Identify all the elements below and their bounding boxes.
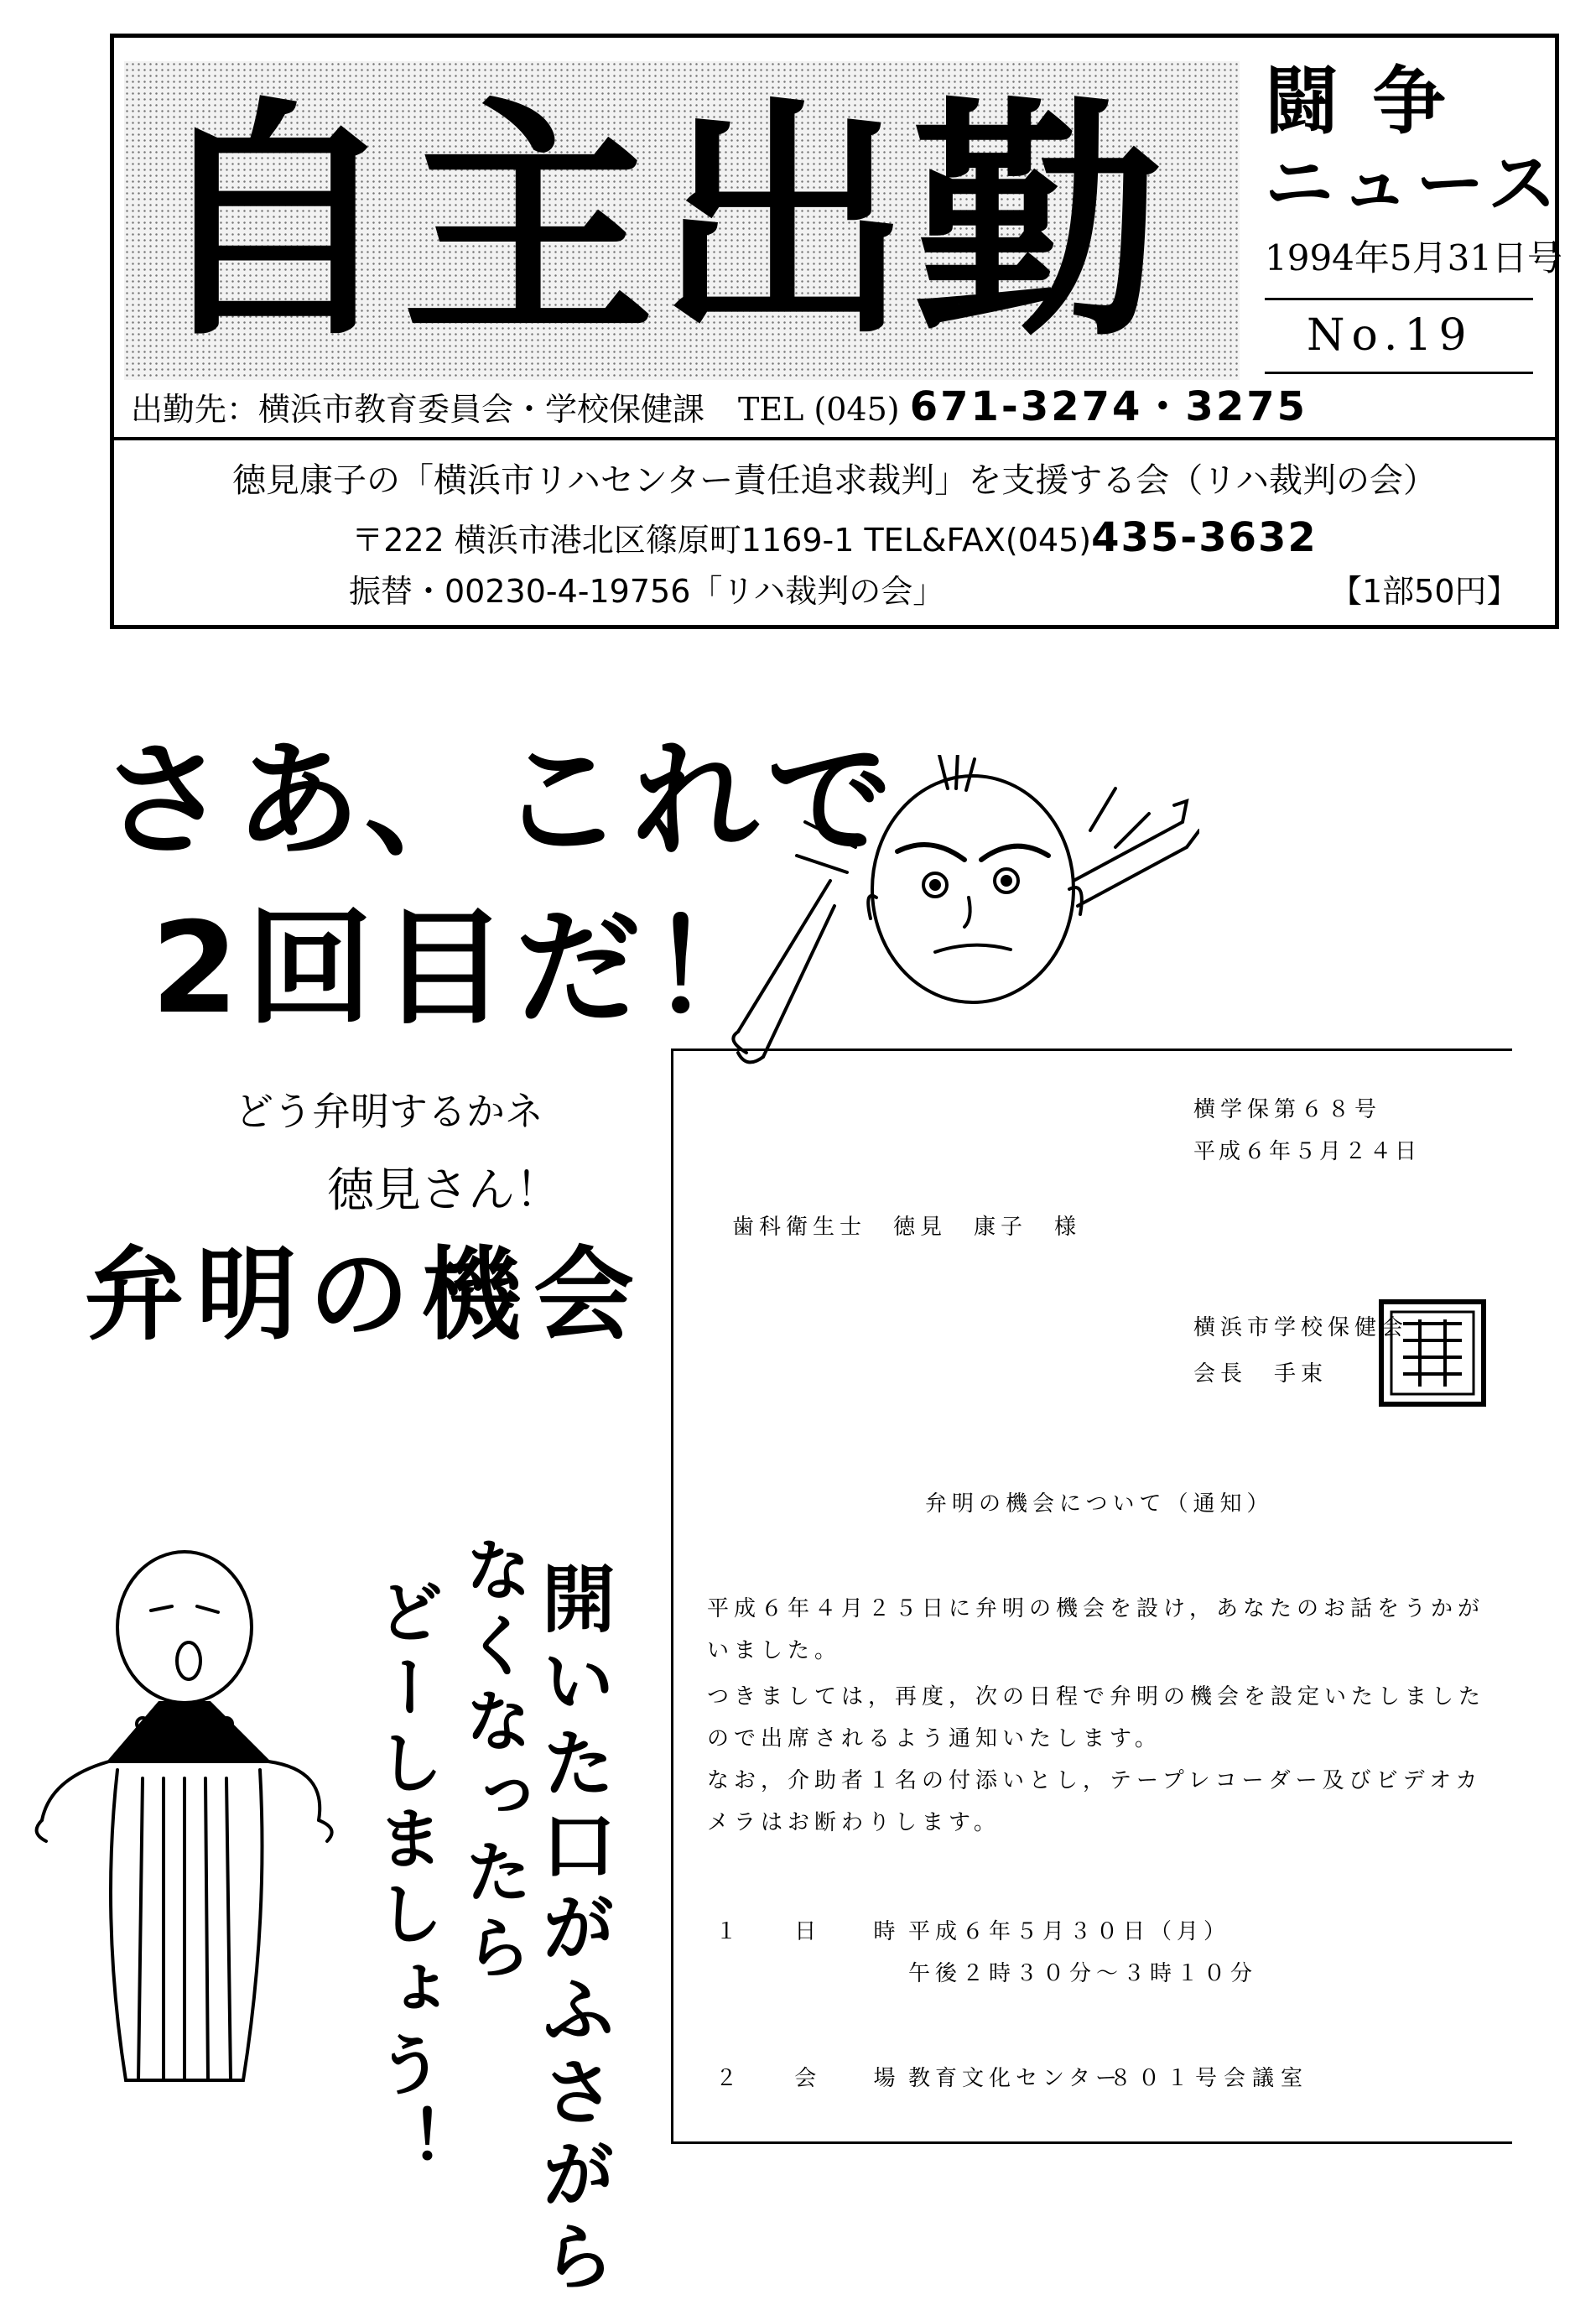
subhead-block (1240, 55, 1563, 424)
headline-line-2: 2回目だ！ (151, 896, 784, 1042)
support-info (114, 440, 1555, 627)
vertical-text-2: なくなったら (454, 1535, 532, 1988)
body-line: いました。 (707, 1638, 842, 1663)
venue-room: ８０１号会議室 (1110, 2066, 1310, 2091)
divider (1265, 298, 1533, 300)
newsletter-title: 自主出勤 (148, 74, 1167, 370)
sender-organization: 横浜市学校保健会 (1193, 1315, 1409, 1340)
support-group-name: 徳見康子の「横浜市リハセンター責任追求裁判」を支援する会（リハ裁判の会） (232, 461, 1437, 500)
body-line: ので出席されるよう通知いたします。 (707, 1726, 1162, 1751)
body-line: 平成６年４月２５日に弁明の機会を設け，あなたのお話をうかが (707, 1596, 1484, 1621)
angry-man-icon (730, 755, 1199, 1090)
address-line (114, 513, 1555, 565)
divider (1265, 372, 1533, 374)
singing-woman-icon (17, 1543, 369, 2097)
caption-line-2: 徳見さん！ (327, 1163, 562, 1218)
tel-number: 671-3274・3275 (909, 383, 1308, 430)
subtitle-struggle: 闘争 (1265, 57, 1480, 144)
sender-name: 会長 手束 (1193, 1361, 1328, 1387)
work-place: 出勤先：横浜市教育委員会・学校保健課 (131, 391, 705, 428)
headline-line-3: 弁明の機会 (84, 1237, 646, 1354)
address: 〒222 横浜市港北区篠原町1169-1 TEL&FAX(045) (351, 522, 1092, 559)
caption-line-1: どう弁明するかネ (235, 1089, 543, 1134)
body-line: メラはお断わりします。 (707, 1810, 1001, 1835)
official-notice (671, 1049, 1512, 2144)
body-line: つきましては，再度，次の日程で弁明の機会を設定いたしました (707, 1684, 1486, 1709)
issue-number: No.19 (1307, 310, 1474, 361)
price: 【1部50円】 (1330, 573, 1519, 610)
schedule-label: １ 日 時 (715, 1919, 921, 1944)
document-number: 横学保第６８号 (1193, 1097, 1382, 1122)
issue-date: 1994年5月31日号 (1265, 237, 1563, 278)
subtitle-news: ニュース (1265, 144, 1563, 224)
schedule-time: 午後２時３０分～３時１０分 (908, 1961, 1258, 1986)
venue-label: ２ 会 場 (715, 2066, 921, 2091)
address-tel: 435-3632 (1091, 514, 1318, 561)
vertical-text-3: どーしましょう！ (366, 1577, 444, 2181)
document-date: 平成６年５月２４日 (1193, 1139, 1421, 1164)
recipient: 歯科衛生士 徳見 康子 様 (732, 1215, 1082, 1240)
schedule-date: 平成６年５月３０日（月） (908, 1919, 1231, 1944)
masthead (110, 34, 1563, 629)
seal-stamp-icon (1378, 1298, 1487, 1408)
body-line: なお，介助者１名の付添いとし，テープレコーダー及びビデオカ (707, 1768, 1483, 1793)
headline-line-1: さあ、これで (101, 728, 902, 874)
title-area (114, 38, 1563, 440)
work-place-line (131, 382, 1307, 435)
notice-subject: 弁明の機会について（通知） (925, 1491, 1274, 1517)
venue-place: 教育文化センター (908, 2066, 1122, 2091)
tel-label: TEL (045) (738, 391, 900, 428)
postal-transfer: 振替・00230-4-19756「リハ裁判の会」 (349, 573, 945, 610)
vertical-text-1: 開いた口がふさがら (530, 1560, 616, 2300)
